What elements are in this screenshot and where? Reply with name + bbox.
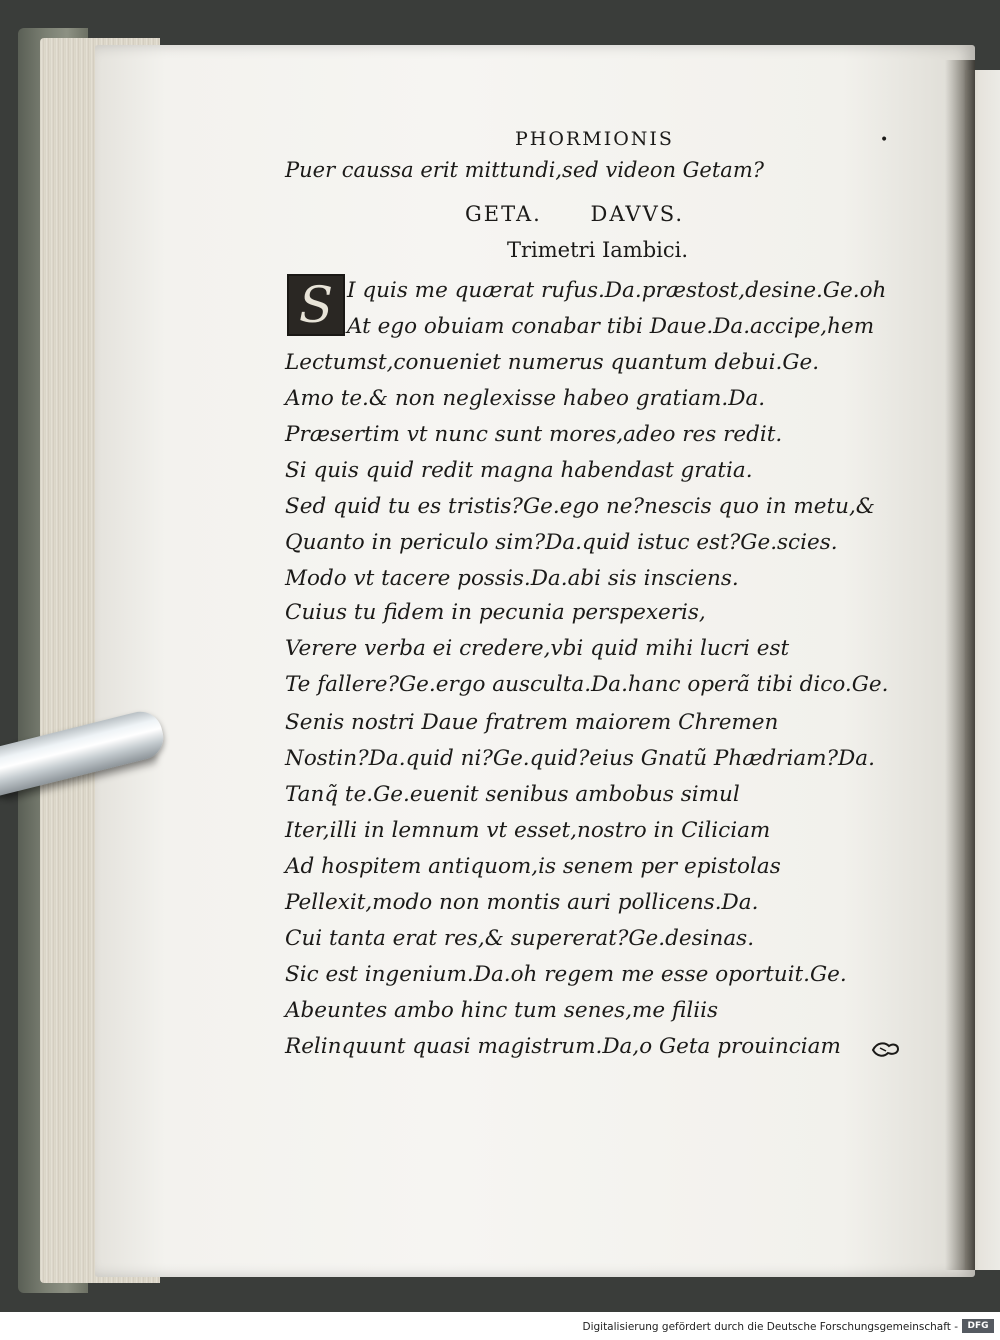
digitization-footer [0, 1312, 1000, 1340]
verse-line: Cuius tu fidem in pecunia perspexeris, [285, 600, 706, 625]
footer-credit: Digitalisierung gefördert durch die Deutsche Forschungsgemeinschaft - [582, 1321, 958, 1333]
verse-line: Relinquunt quasi magistrum.Da,o Geta prouinciam [285, 1034, 841, 1059]
first-verse-line: Puer caussa erit mittundi,sed videon Getam? [285, 158, 764, 182]
verse-line: Tanq̃ te.Ge.euenit senibus ambobus simul [285, 782, 740, 807]
verse-line: Senis nostri Daue fratrem maiorem Chremen [285, 710, 779, 735]
verse-line: Abeuntes ambo hinc tum senes,me filiis [285, 998, 718, 1023]
meter-heading: Trimetri Iambici. [507, 238, 689, 262]
speaker-heading: GETA. DAVVS. [465, 202, 685, 226]
verse-line: Verere verba ei credere,vbi quid mihi lucri est [285, 636, 790, 661]
verse-line: Nostin?Da.quid ni?Ge.quid?eius Gnatũ Phædriam?Da. [285, 746, 875, 771]
verse-line: Pellexit,modo non montis auri pollicens.Da. [285, 890, 759, 915]
verse-line: Lectumst,conueniet numerus quantum debui.Ge. [285, 350, 820, 375]
verse-line: Modo vt tacere possis.Da.abi sis insciens. [285, 566, 739, 591]
book-gutter [945, 60, 975, 1270]
verse-line: I quis me quærat rufus.Da.præstost,desine.Ge.oh [347, 278, 887, 303]
verse-line: Sic est ingenium.Da.oh regem me esse oportuit.Ge. [285, 962, 847, 987]
verse-line: Quanto in periculo sim?Da.quid istuc est?Ge.scies. [285, 530, 838, 555]
head-dot: • [880, 132, 889, 148]
verse-line: Amo te.& non neglexisse habeo gratiam.Da. [285, 386, 766, 411]
verse-line: At ego obuiam conabar tibi Daue.Da.accipe,hem [347, 314, 875, 339]
verse-line: Si quis quid redit magna habendast gratia. [285, 458, 753, 483]
running-head: PHORMIONIS [515, 128, 674, 150]
left-page [95, 45, 975, 1277]
decorated-initial [287, 274, 345, 336]
dfg-logo: DFG [962, 1319, 994, 1333]
initial-letter: S [298, 276, 334, 334]
verse-line: Iter,illi in lemnum vt esset,nostro in Ciliciam [285, 818, 771, 843]
catchword-hand-icon [871, 1038, 901, 1060]
verse-line: Cui tanta erat res,& supererat?Ge.desinas. [285, 926, 755, 951]
verse-line: Sed quid tu es tristis?Ge.ego ne?nescis quo in metu,& [285, 494, 875, 519]
verse-line: Te fallere?Ge.ergo ausculta.Da.hanc operã tibi dico.Ge. [285, 672, 889, 697]
verse-line: Præsertim vt nunc sunt mores,adeo res redit. [285, 422, 783, 447]
verse-line: Ad hospitem antiquom,is senem per epistolas [285, 854, 781, 879]
